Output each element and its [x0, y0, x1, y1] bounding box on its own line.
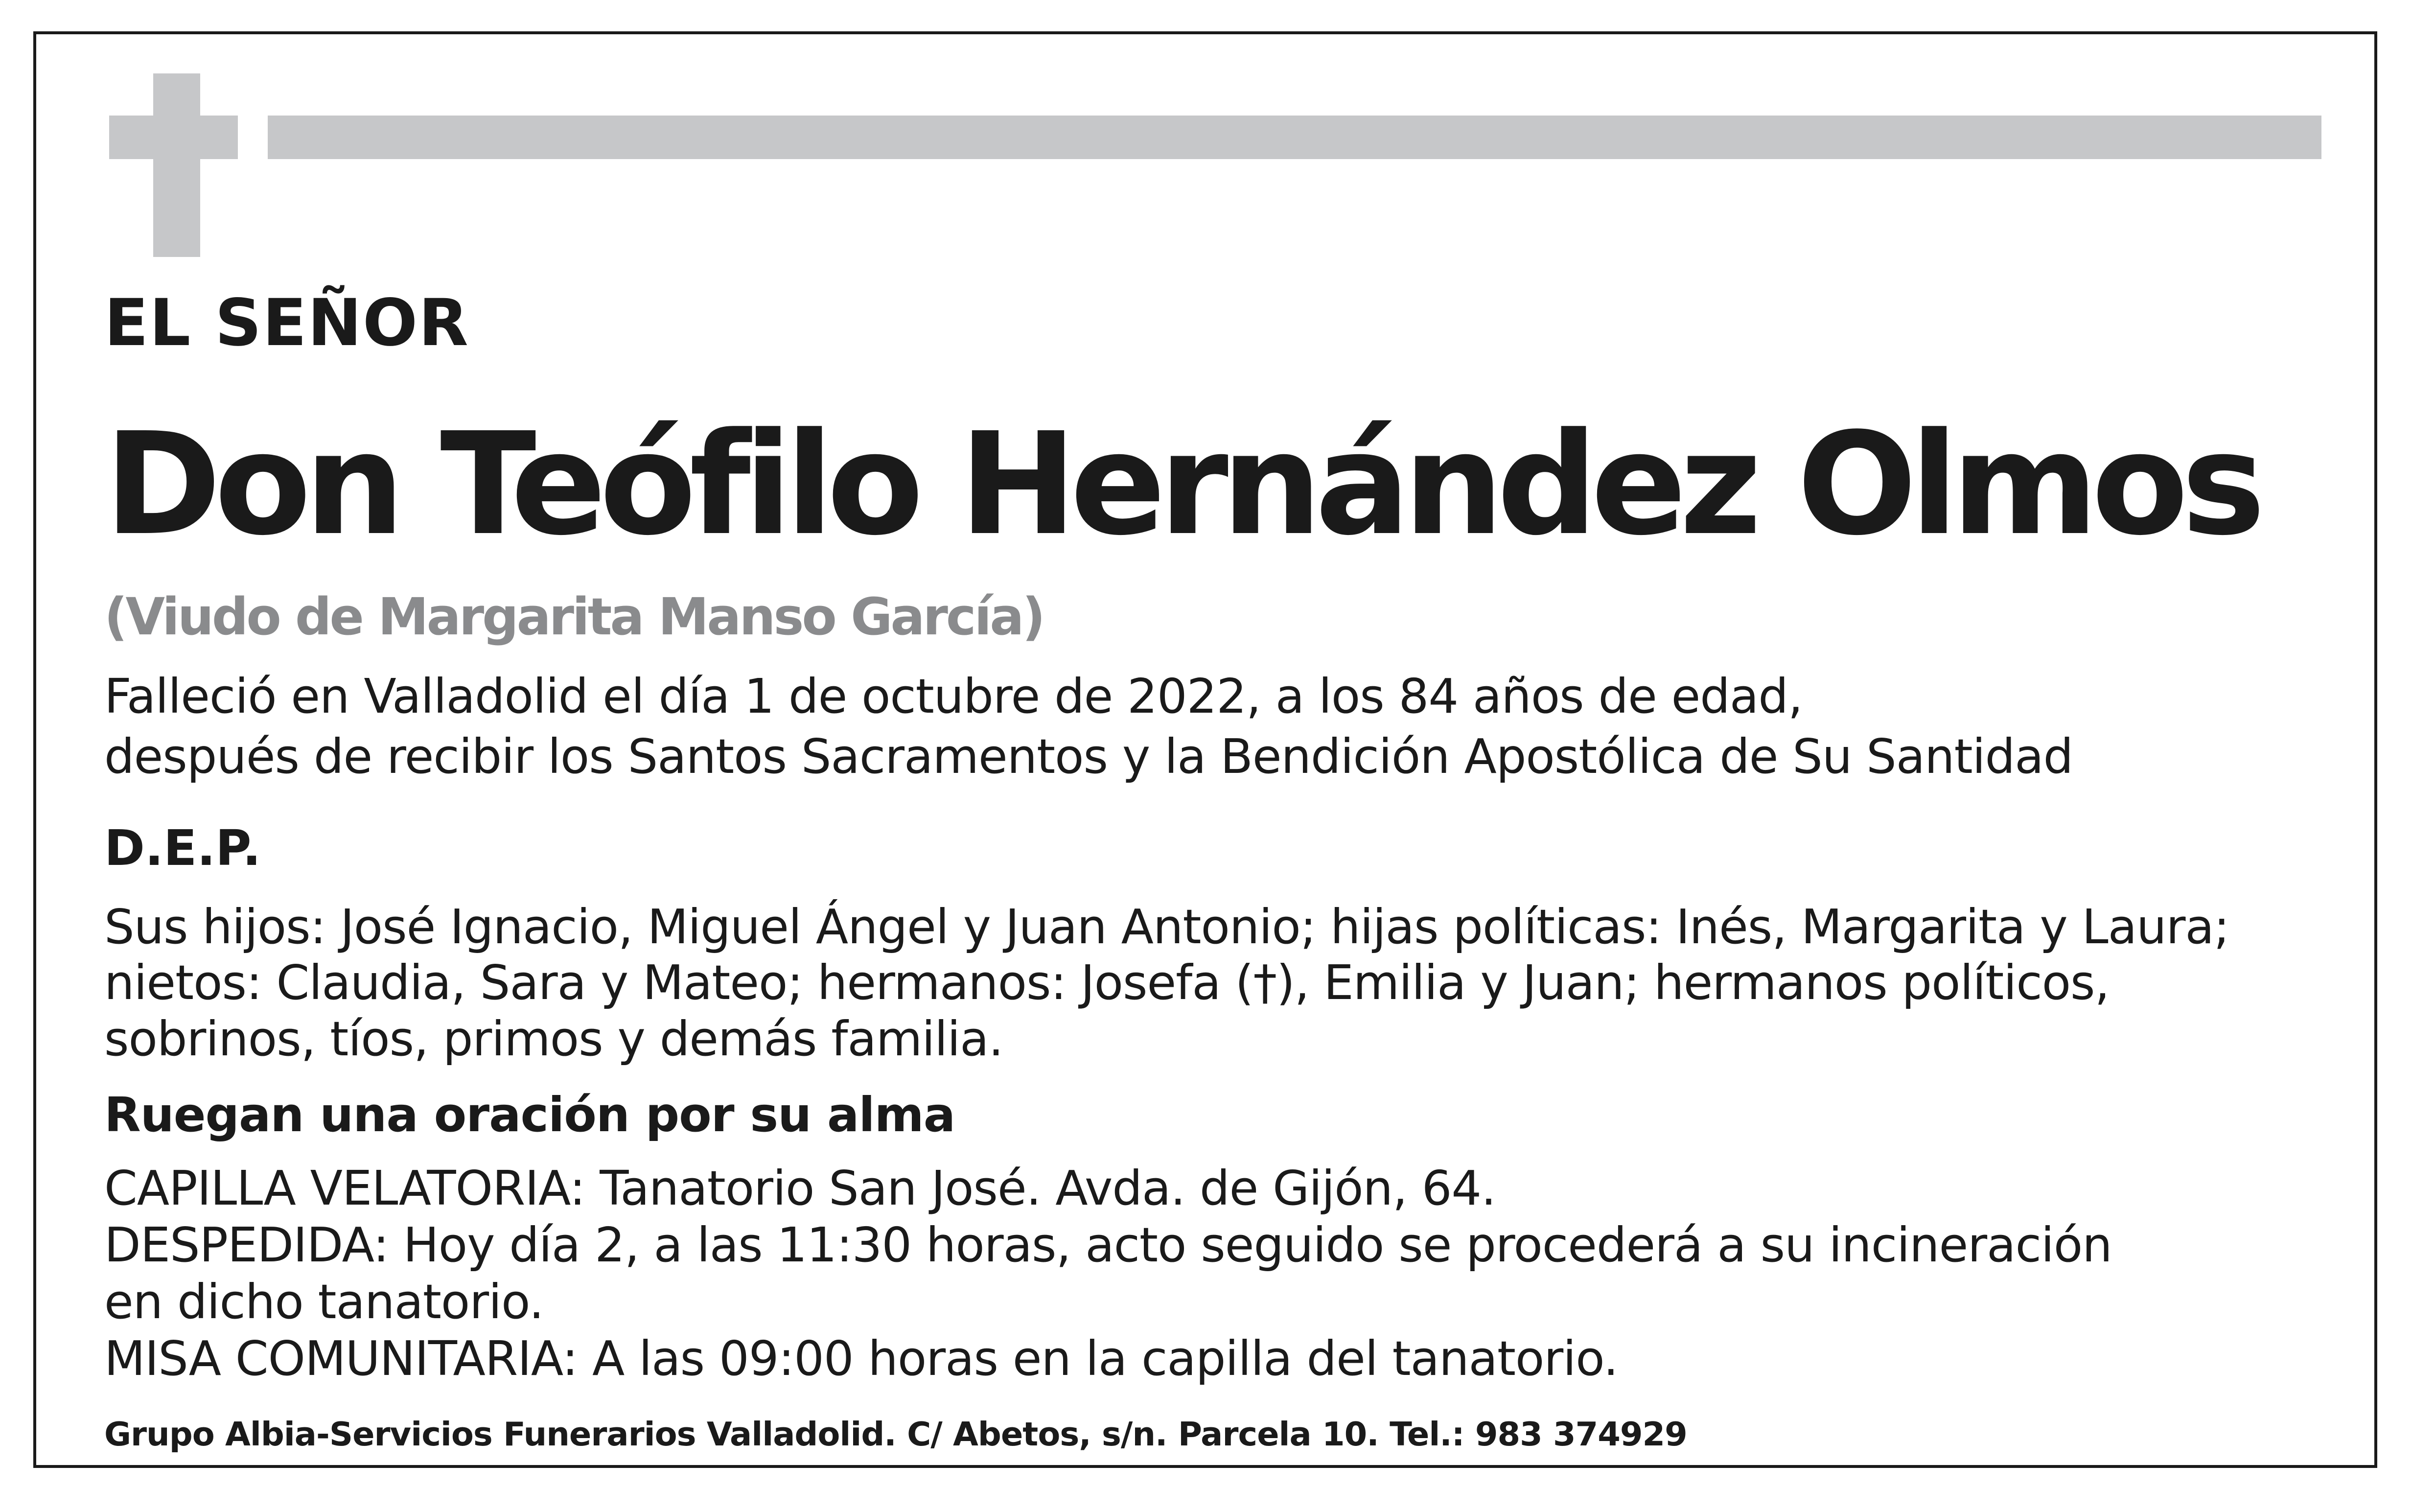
widow-note: (Viudo de Margarita Manso García) — [104, 587, 1044, 647]
honorific-heading: EL SEÑOR — [104, 285, 469, 361]
family-line-2: nietos: Claudia, Sara y Mateo; hermanos: Josefa (†), Emilia y Juan; hermanos políticos, — [104, 955, 2110, 1010]
cross-icon — [153, 73, 200, 257]
death-notice-line-1: Falleció en Valladolid el día 1 de octubre de 2022, a los 84 años de edad, — [104, 669, 1803, 724]
funeral-home-footer: Grupo Albia-Servicios Funerarios Valladolid. C/ Abetos, s/n. Parcela 10. Tel.: 983 374929 — [104, 1415, 1687, 1453]
rip-label: D.E.P. — [104, 819, 261, 877]
farewell-info-line-1: DESPEDIDA: Hoy día 2, a las 11:30 horas, acto seguido se procederá a su incineración — [104, 1217, 2112, 1273]
death-notice-line-2: después de recibir los Santos Sacramentos y la Bendición Apostólica de Su Santidad — [104, 729, 2073, 784]
family-line-3: sobrinos, tíos, primos y demás familia. — [104, 1011, 1003, 1067]
prayer-request: Ruegan una oración por su alma — [104, 1087, 955, 1142]
cross-icon-arm — [109, 116, 238, 159]
family-line-1: Sus hijos: José Ignacio, Miguel Ángel y Juan Antonio; hijas políticas: Inés, Margarita y Laura; — [104, 899, 2229, 954]
chapel-info: CAPILLA VELATORIA: Tanatorio San José. Avda. de Gijón, 64. — [104, 1161, 1496, 1216]
deceased-name: Don Teófilo Hernández Olmos — [104, 402, 2259, 566]
farewell-info-line-2: en dicho tanatorio. — [104, 1274, 544, 1329]
header-rule — [268, 116, 2321, 159]
mass-info: MISA COMUNITARIA: A las 09:00 horas en la capilla del tanatorio. — [104, 1331, 1618, 1386]
